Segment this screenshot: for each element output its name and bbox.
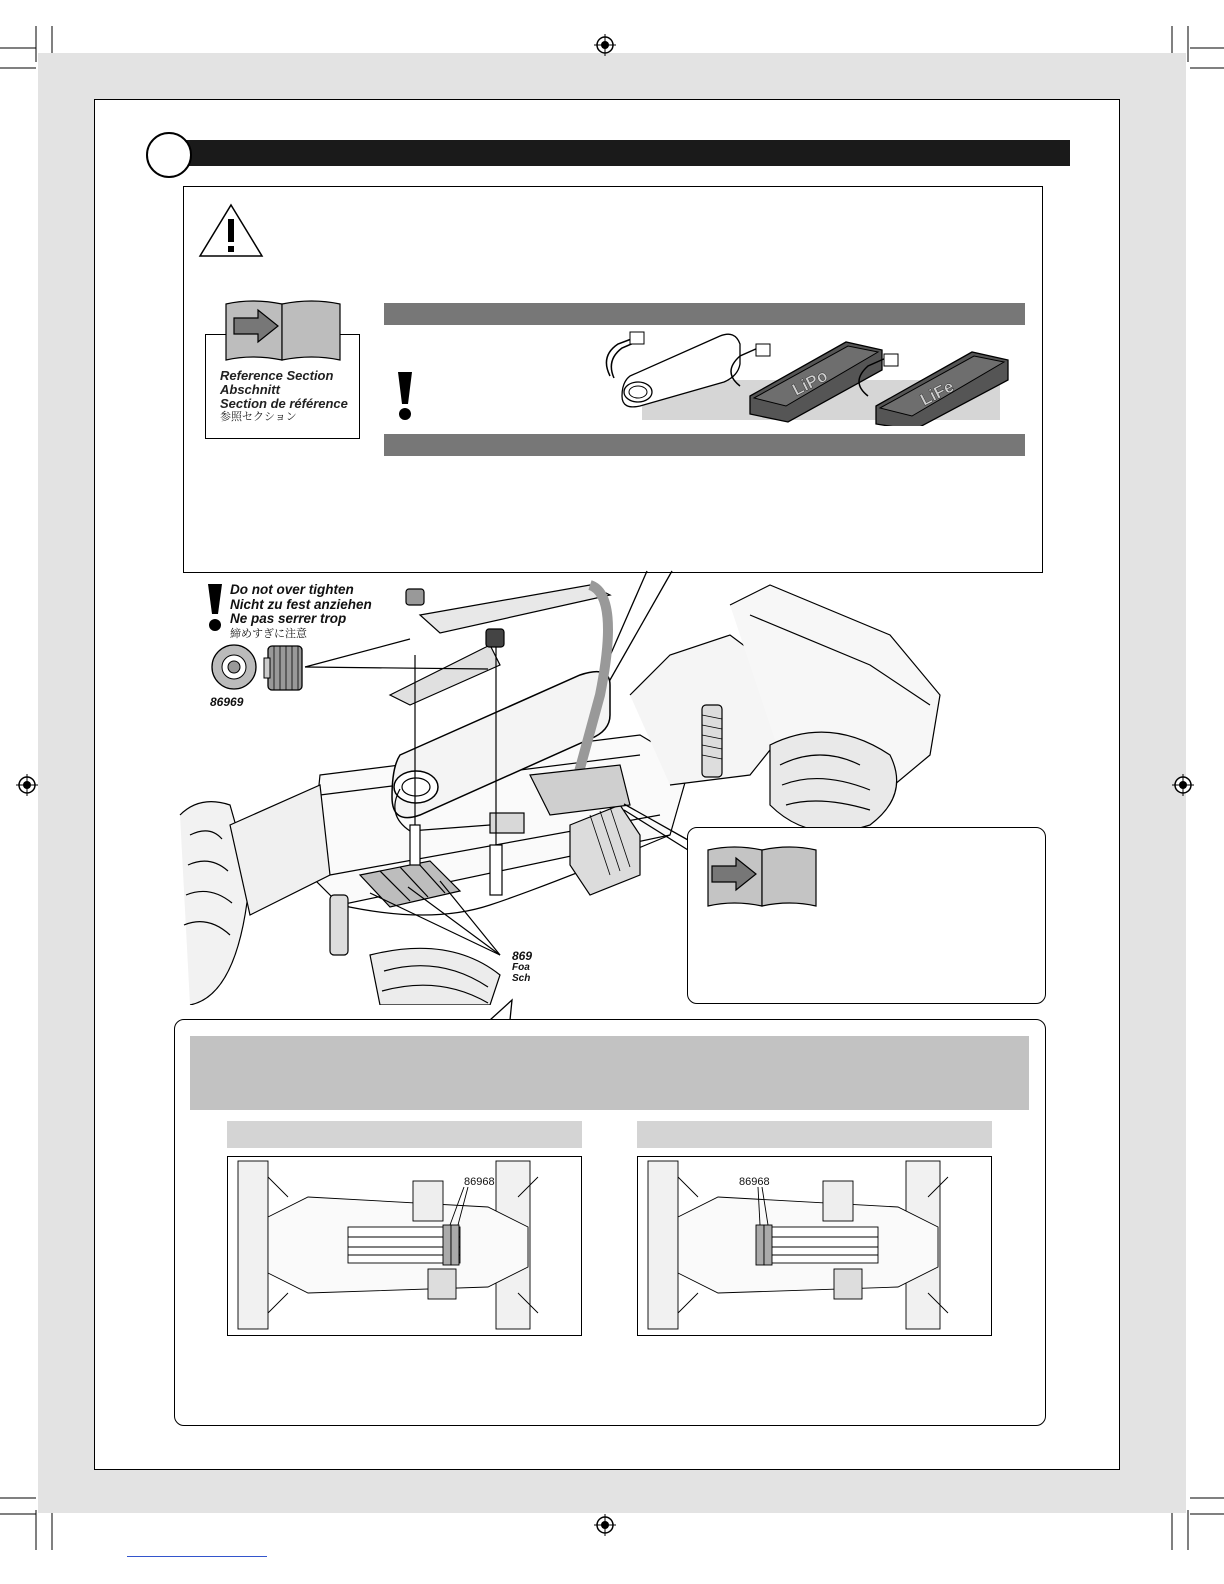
registration-target-icon: [594, 1514, 616, 1536]
reference-label-jp: 参照セクション: [220, 411, 297, 423]
battery-footer-bar: [384, 434, 1025, 456]
reference-label-fr: Section de référence: [220, 396, 348, 411]
battery-packs-illustration: [600, 326, 1010, 426]
foam-inset-label-b: 86968: [739, 1176, 770, 1188]
reference-label-en: Reference Section: [220, 368, 334, 383]
chassis-top-view-a: [228, 1157, 580, 1333]
overtighten-jp: 締めすぎに注意: [230, 627, 307, 640]
link-underline: [127, 1556, 267, 1557]
open-book-arrow-icon: [704, 844, 820, 910]
overtighten-de: Nicht zu fest anziehen: [230, 596, 372, 612]
foam-part-number: 869: [512, 949, 533, 963]
foam-label-de: Sch: [512, 973, 531, 984]
exclamation-icon: [396, 372, 414, 422]
battery-header-bar: [384, 303, 1025, 325]
position-b-header: [637, 1121, 992, 1148]
registration-target-icon: [1172, 774, 1194, 796]
caution-triangle-icon: [197, 202, 265, 258]
foam-label-en: Foa: [512, 962, 530, 973]
step-number-circle: [146, 132, 192, 178]
open-book-arrow-icon: [222, 298, 344, 364]
chassis-top-view-b: [638, 1157, 990, 1333]
registration-target-icon: [594, 34, 616, 56]
overtighten-en: Do not over tighten: [230, 582, 354, 597]
thumb-nut-part-number: 86969: [210, 695, 244, 709]
step-header-bar: [168, 140, 1070, 166]
reference-section-label: [220, 369, 360, 424]
position-a-header: [227, 1121, 582, 1148]
foam-inset-label-a: 86968: [464, 1176, 495, 1188]
battery-position-header: [190, 1036, 1029, 1110]
registration-target-icon: [16, 774, 38, 796]
overtighten-fr: Ne pas serrer trop: [230, 611, 347, 626]
lipo-label: LiPo: [789, 365, 831, 400]
life-label: LiFe: [917, 376, 957, 410]
reference-label-de: Abschnitt: [220, 382, 280, 397]
